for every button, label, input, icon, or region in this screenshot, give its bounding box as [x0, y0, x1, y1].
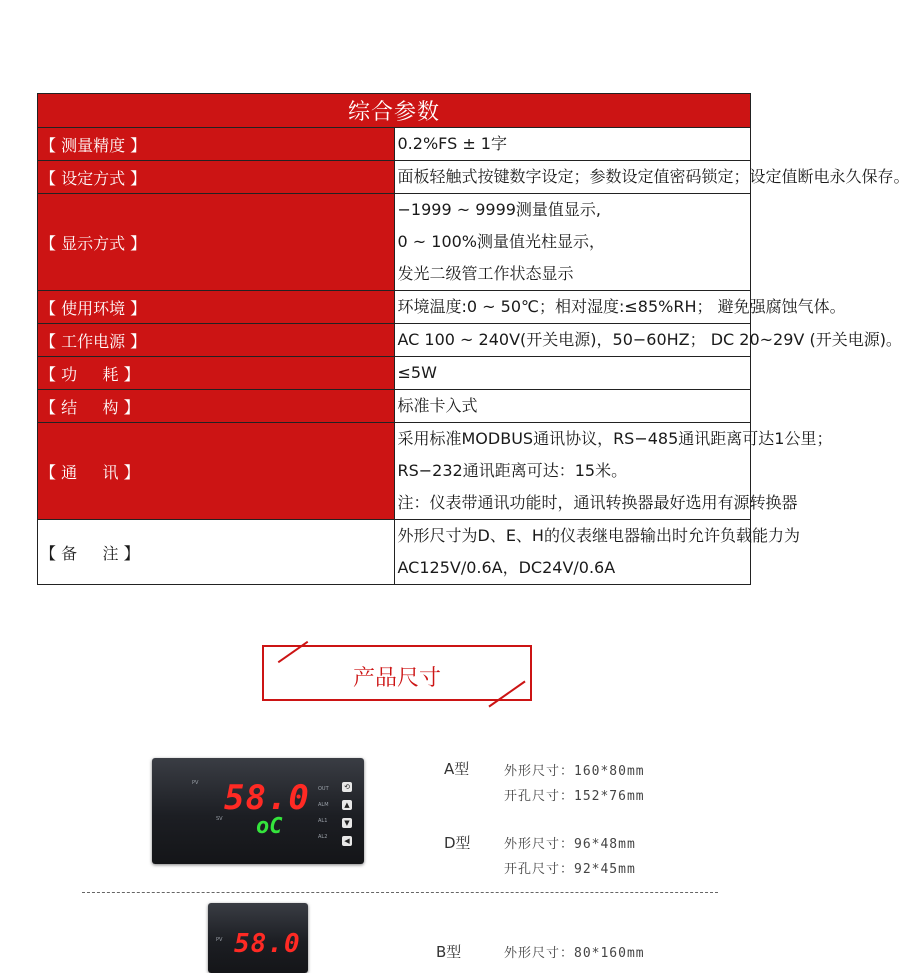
reset-icon: ⟲	[342, 782, 352, 792]
row-value: ≤5W	[397, 363, 437, 382]
table-row	[38, 423, 751, 520]
row-label-structure: 【 结 构 】	[38, 390, 395, 423]
size-cutout-a: 开孔尺寸：152*76mm	[504, 789, 645, 804]
size-outer-b: 外形尺寸：80*160mm	[504, 946, 645, 961]
led-label-out: OUT	[318, 786, 329, 792]
row-value: −1999 ~ 9999测量值显示,	[397, 200, 602, 219]
size-outer-d: 外形尺寸：96*48mm	[504, 837, 636, 852]
row-value: 标准卡入式	[397, 396, 478, 415]
section-banner	[262, 645, 532, 701]
spec-table-title: 综合参数	[38, 94, 751, 128]
size-type-d: D型	[444, 834, 471, 852]
section-title: 产品尺寸	[352, 666, 441, 691]
led-label-al2: AL2	[318, 834, 328, 840]
spec-table	[37, 93, 910, 585]
table-row	[38, 357, 751, 390]
size-type-a: A型	[444, 760, 470, 778]
table-row	[38, 161, 751, 194]
row-value: 采用标准MODBUS通讯协议，RS−485通讯距离可达1公里；	[397, 429, 833, 448]
size-outer-a: 外形尺寸：160*80mm	[504, 764, 645, 779]
led-label-al1: AL1	[318, 818, 328, 824]
table-row	[38, 128, 751, 161]
row-value: 0 ~ 100%测量值光柱显示，	[397, 232, 606, 251]
row-label-environment: 【 使用环境 】	[38, 291, 395, 324]
left-arrow-icon: ◀	[342, 836, 352, 846]
table-row	[38, 390, 751, 423]
pv-display: 58.0	[234, 929, 301, 959]
pv-tag: PV	[192, 780, 199, 786]
meter-image-vertical	[208, 903, 308, 973]
row-value: 面板轻触式按键数字设定；参数设定值密码锁定；设定值断电永久保存。	[397, 167, 910, 186]
row-value: AC125V/0.6A，DC24V/0.6A	[397, 558, 616, 577]
meter-image-horizontal	[152, 758, 364, 864]
row-value: 0.2%FS ± 1字	[397, 134, 507, 153]
led-label-alm: ALM	[318, 802, 329, 808]
sv-display: oC	[256, 814, 283, 839]
row-value: 外形尺寸为D、E、H的仪表继电器输出时允许负载能力为	[397, 526, 800, 545]
row-value: AC 100 ~ 240V(开关电源)，50−60HZ； DC 20~29V (开关电源)。	[397, 330, 902, 349]
dashed-divider	[82, 892, 718, 893]
size-cutout-d: 开孔尺寸：92*45mm	[504, 862, 636, 877]
row-value: 发光二级管工作状态显示	[397, 264, 574, 283]
row-value: 环境温度:0 ~ 50℃；相对湿度:≤85%RH； 避免强腐蚀气体。	[397, 297, 846, 316]
table-row	[38, 324, 751, 357]
row-label-remarks: 【 备 注 】	[38, 520, 395, 585]
up-arrow-icon: ▲	[342, 800, 352, 810]
row-label-consumption: 【 功 耗 】	[38, 357, 395, 390]
row-label-setting: 【 设定方式 】	[38, 161, 395, 194]
table-row	[38, 194, 751, 291]
pv-tag: PV	[216, 937, 223, 943]
row-value: 注：仪表带通讯功能时，通讯转换器最好选用有源转换器	[397, 493, 798, 512]
row-value: RS−232通讯距离可达：15米。	[397, 461, 628, 480]
table-row	[38, 520, 751, 585]
row-label-display: 【 显示方式 】	[38, 194, 395, 291]
row-label-accuracy: 【 测量精度 】	[38, 128, 395, 161]
size-type-b: B型	[436, 943, 462, 961]
down-arrow-icon: ▼	[342, 818, 352, 828]
row-label-power: 【 工作电源 】	[38, 324, 395, 357]
sv-tag: SV	[216, 816, 223, 822]
row-label-communication: 【 通 讯 】	[38, 423, 395, 520]
table-row	[38, 291, 751, 324]
pv-display: 58.0	[224, 778, 310, 818]
